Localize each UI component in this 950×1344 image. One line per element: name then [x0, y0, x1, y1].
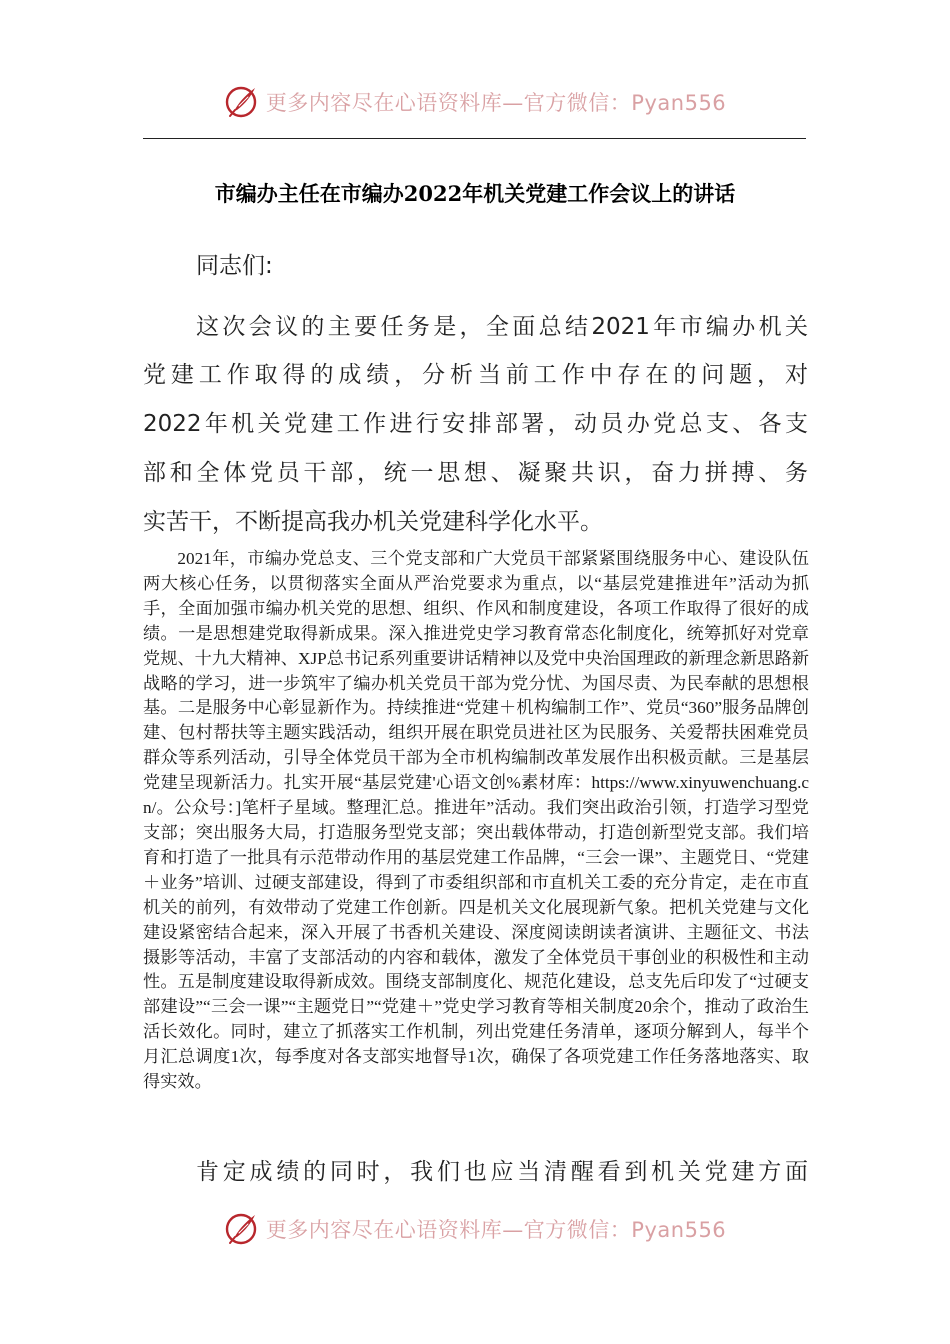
salutation: 同志们: [196, 253, 273, 279]
closing-line: 肯定成绩的同时，我们也应当清醒看到机关党建方面 [196, 1159, 808, 1185]
quill-logo-icon [224, 84, 260, 120]
header-watermark-banner [0, 80, 950, 124]
document-title: 市编办主任在市编办2022年机关党建工作会议上的讲话 [214, 181, 736, 206]
opening-line: 实苦干，不断提高我办机关党建科学化水平。 [143, 509, 603, 535]
header-divider [143, 138, 806, 139]
quill-logo-icon [224, 1211, 260, 1247]
opening-line: 党建工作取得的成绩，分析当前工作中存在的问题，对 [143, 362, 808, 388]
opening-line: 2022年机关党建工作进行安排部署，动员办党总支、各支 [143, 411, 808, 437]
body-paragraph: 2021年，市编办党总支、三个党支部和广大党员干部紧紧围绕服务中心、建设队伍两大核心任务，以贯彻落实全面从严治党要求为重点，以“基层党建推进年”活动为抓手，全面加强市编办机关党的思想、组织、作风和制度建设，各项工作取得了很好的成绩。一是思想建党取得新成果。深入推进党史学习教育常态化制度化，统筹抓好对党章党规、十九大精神、XJP总书记系列重要讲话精神以及党中央治国理政的新理念新思路新战略的学习，进一步筑牢了编办机关党员干部为党分忧、为国尽责、为民奉献的思想根基。二是服务中心彰显新作为。持续推进“党建＋机构编制工作”、党员“360”服务品牌创建、包村帮扶等主题实践活动，组织开展在职党员进社区为民服务、关爱帮扶困难党员群众等系列活动，引导全体党员干部为全市机构编制改革发展作出积极贡献。三是基层党建呈现新活力。扎实开展“基层党建'心语文创%素材库：https://www.xinyuwenchuang.cn/。公众号：]笔杆子星域。整理汇总。推进年”活动。我们突出政治引领，打造学习型党支部；突出服务大局，打造服务型党支部；突出载体带动，打造创新型党支部。我们培育和打造了一批具有示范带动作用的基层党建工作品牌，“三会一课”、主题党日、“党建＋业务”培训、过硬支部建设，得到了市委组织部和市直机关工委的充分肯定，走在市直机关的前列，有效带动了党建工作创新。四是机关文化展现新气象。把机关党建与文化建设紧密结合起来，深入开展了书香机关建设、深度阅读朗读者演讲、主题征文、书法摄影等活动，丰富了支部活动的内容和载体，激发了全体党员干事创业的积极性和主动性。五是制度建设取得新成效。围绕支部制度化、规范化建设，总支先后印发了“过硬支部建设”“三会一课”“主题党日”“党建＋”党史学习教育等相关制度20余个，推动了政治生活长效化。同时，建立了抓落实工作机制，列出党建任务清单，逐项分解到人，每半个月汇总调度1次，每季度对各支部实地督导1次，确保了各项党建工作任务落地落实、取得实效。 [143, 549, 809, 1092]
watermark-text: 更多内容尽在心语资料库—官方微信：Pyan556 [265, 91, 727, 115]
opening-line: 这次会议的主要任务是，全面总结2021年市编办机关 [196, 314, 808, 340]
footer-watermark-banner [0, 1207, 950, 1251]
opening-line: 部和全体党员干部，统一思想、凝聚共识，奋力拼搏、务 [143, 460, 808, 486]
watermark-text: 更多内容尽在心语资料库—官方微信：Pyan556 [265, 1218, 727, 1242]
